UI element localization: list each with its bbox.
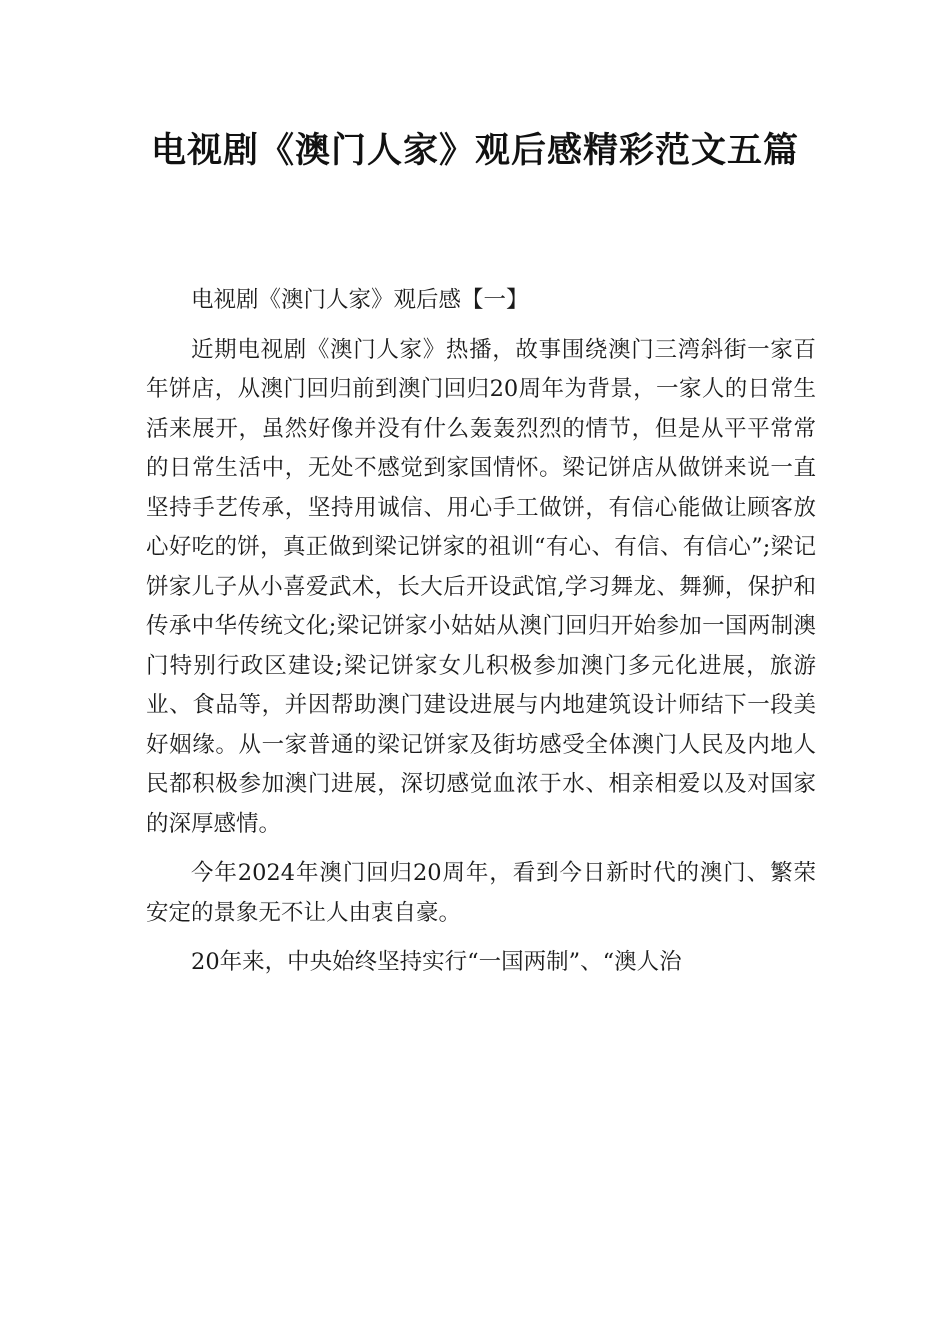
body-paragraph: 今年2024年澳门回归20周年，看到今日新时代的澳门、繁荣安定的景象无不让人由衷自豪。	[146, 860, 816, 926]
body-paragraph: 近期电视剧《澳门人家》热播，故事围绕澳门三湾斜街一家百年饼店，从澳门回归前到澳门回归20周年为背景，一家人的日常生活来展开，虽然好像并没有什么轰轰烈烈的情节，但是从平平常常的日常生活中，无处不感觉到家国情怀。梁记饼店从做饼来说一直坚持手艺传承，坚持用诚信、用心手工做饼，有信心能做让顾客放心好吃的饼，真正做到梁记饼家的祖训“有心、有信、有信心”;梁记饼家儿子从小喜爱武术，长大后开设武馆,学习舞龙、舞狮，保护和传承中华传统文化;梁记饼家小姑姑从澳门回归开始参加一国两制澳门特别行政区建设;梁记饼家女儿积极参加澳门多元化进展，旅游业、食品等，并因帮助澳门建设进展与内地建筑设计师结下一段美好姻缘。从一家普通的梁记饼家及街坊感受全体澳门人民及内地人民都积极参加澳门进展，深切感觉血浓于水、相亲相爱以及对国家的深厚感情。	[146, 336, 816, 837]
body-paragraph: 20年来，中央始终坚持实行“一国两制”、“澳人治	[191, 949, 682, 975]
section-heading: 电视剧《澳门人家》观后感【一】	[191, 287, 529, 313]
document-title: 电视剧《澳门人家》观后感精彩范文五篇	[150, 131, 799, 171]
document-body	[146, 281, 816, 993]
